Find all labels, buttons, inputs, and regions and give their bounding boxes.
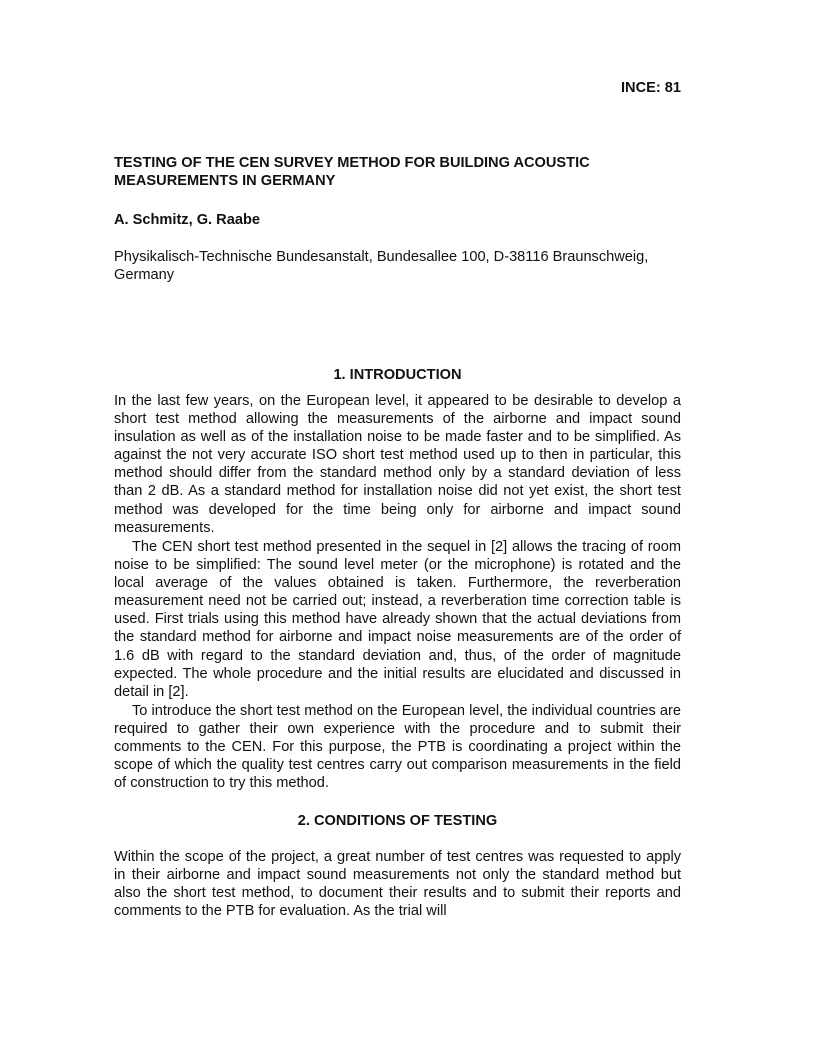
introduction-paragraph-2: The CEN short test method presented in the sequel in [2] allows the tracing of room noise to be simplified: The sound level meter (or the microphone) is rotated and the local average of the values obtained is taken. Furthermore, the reverberation measurement need not be carried out; instead, a reverberation time correction table is used. First trials using this method have already shown that the actual deviations from the standard method for airborne and impact noise measurements are of the order of 1.6 dB with regard to the standard deviation and, thus, of the order of magnitude expected. The whole procedure and the initial results are elucidated and discussed in detail in [2]. [114, 539, 681, 700]
introduction-paragraph-1: In the last few years, on the European level, it appeared to be desirable to develop a short test method allowing the measurements of the airborne and impact sound insulation as well as of the installation noise to be made faster and to be simplified. As against the not very accurate ISO short test method used up to then in particular, this method should differ from the standard method only by a standard deviation of less than 2 dB. As a standard method for installation noise did not yet exist, the short test method was developed for the time being only for airborne and impact sound measurements. [114, 393, 681, 536]
paper-title: TESTING OF THE CEN SURVEY METHOD FOR BUILDING ACOUSTIC MEASUREMENTS IN GERMANY [114, 155, 590, 189]
section-heading-conditions: 2. CONDITIONS OF TESTING [297, 813, 498, 829]
document-id: INCE: 81 [620, 80, 681, 96]
affiliation: Physikalisch-Technische Bundesanstalt, Bundesallee 100, D-38116 Braunschweig, Germany [114, 249, 649, 283]
section-heading-introduction: 1. INTRODUCTION [333, 367, 462, 383]
introduction-paragraph-3: To introduce the short test method on the European level, the individual countries are required to gather their own experience with the procedure and to submit their comments to the CEN. For this purpose, the PTB is coordinating a project within the scope of which the quality test centres carry out comparison measurements in the field of construction to try this method. [114, 703, 681, 792]
authors: A. Schmitz, G. Raabe [114, 212, 260, 228]
conditions-paragraph-1: Within the scope of the project, a great number of test centres was requested to apply in their airborne and impact sound measurements not only the standard method but also the short test method, to document their results and to submit their reports and comments to the PTB for evaluation. As the trial will [114, 849, 681, 920]
